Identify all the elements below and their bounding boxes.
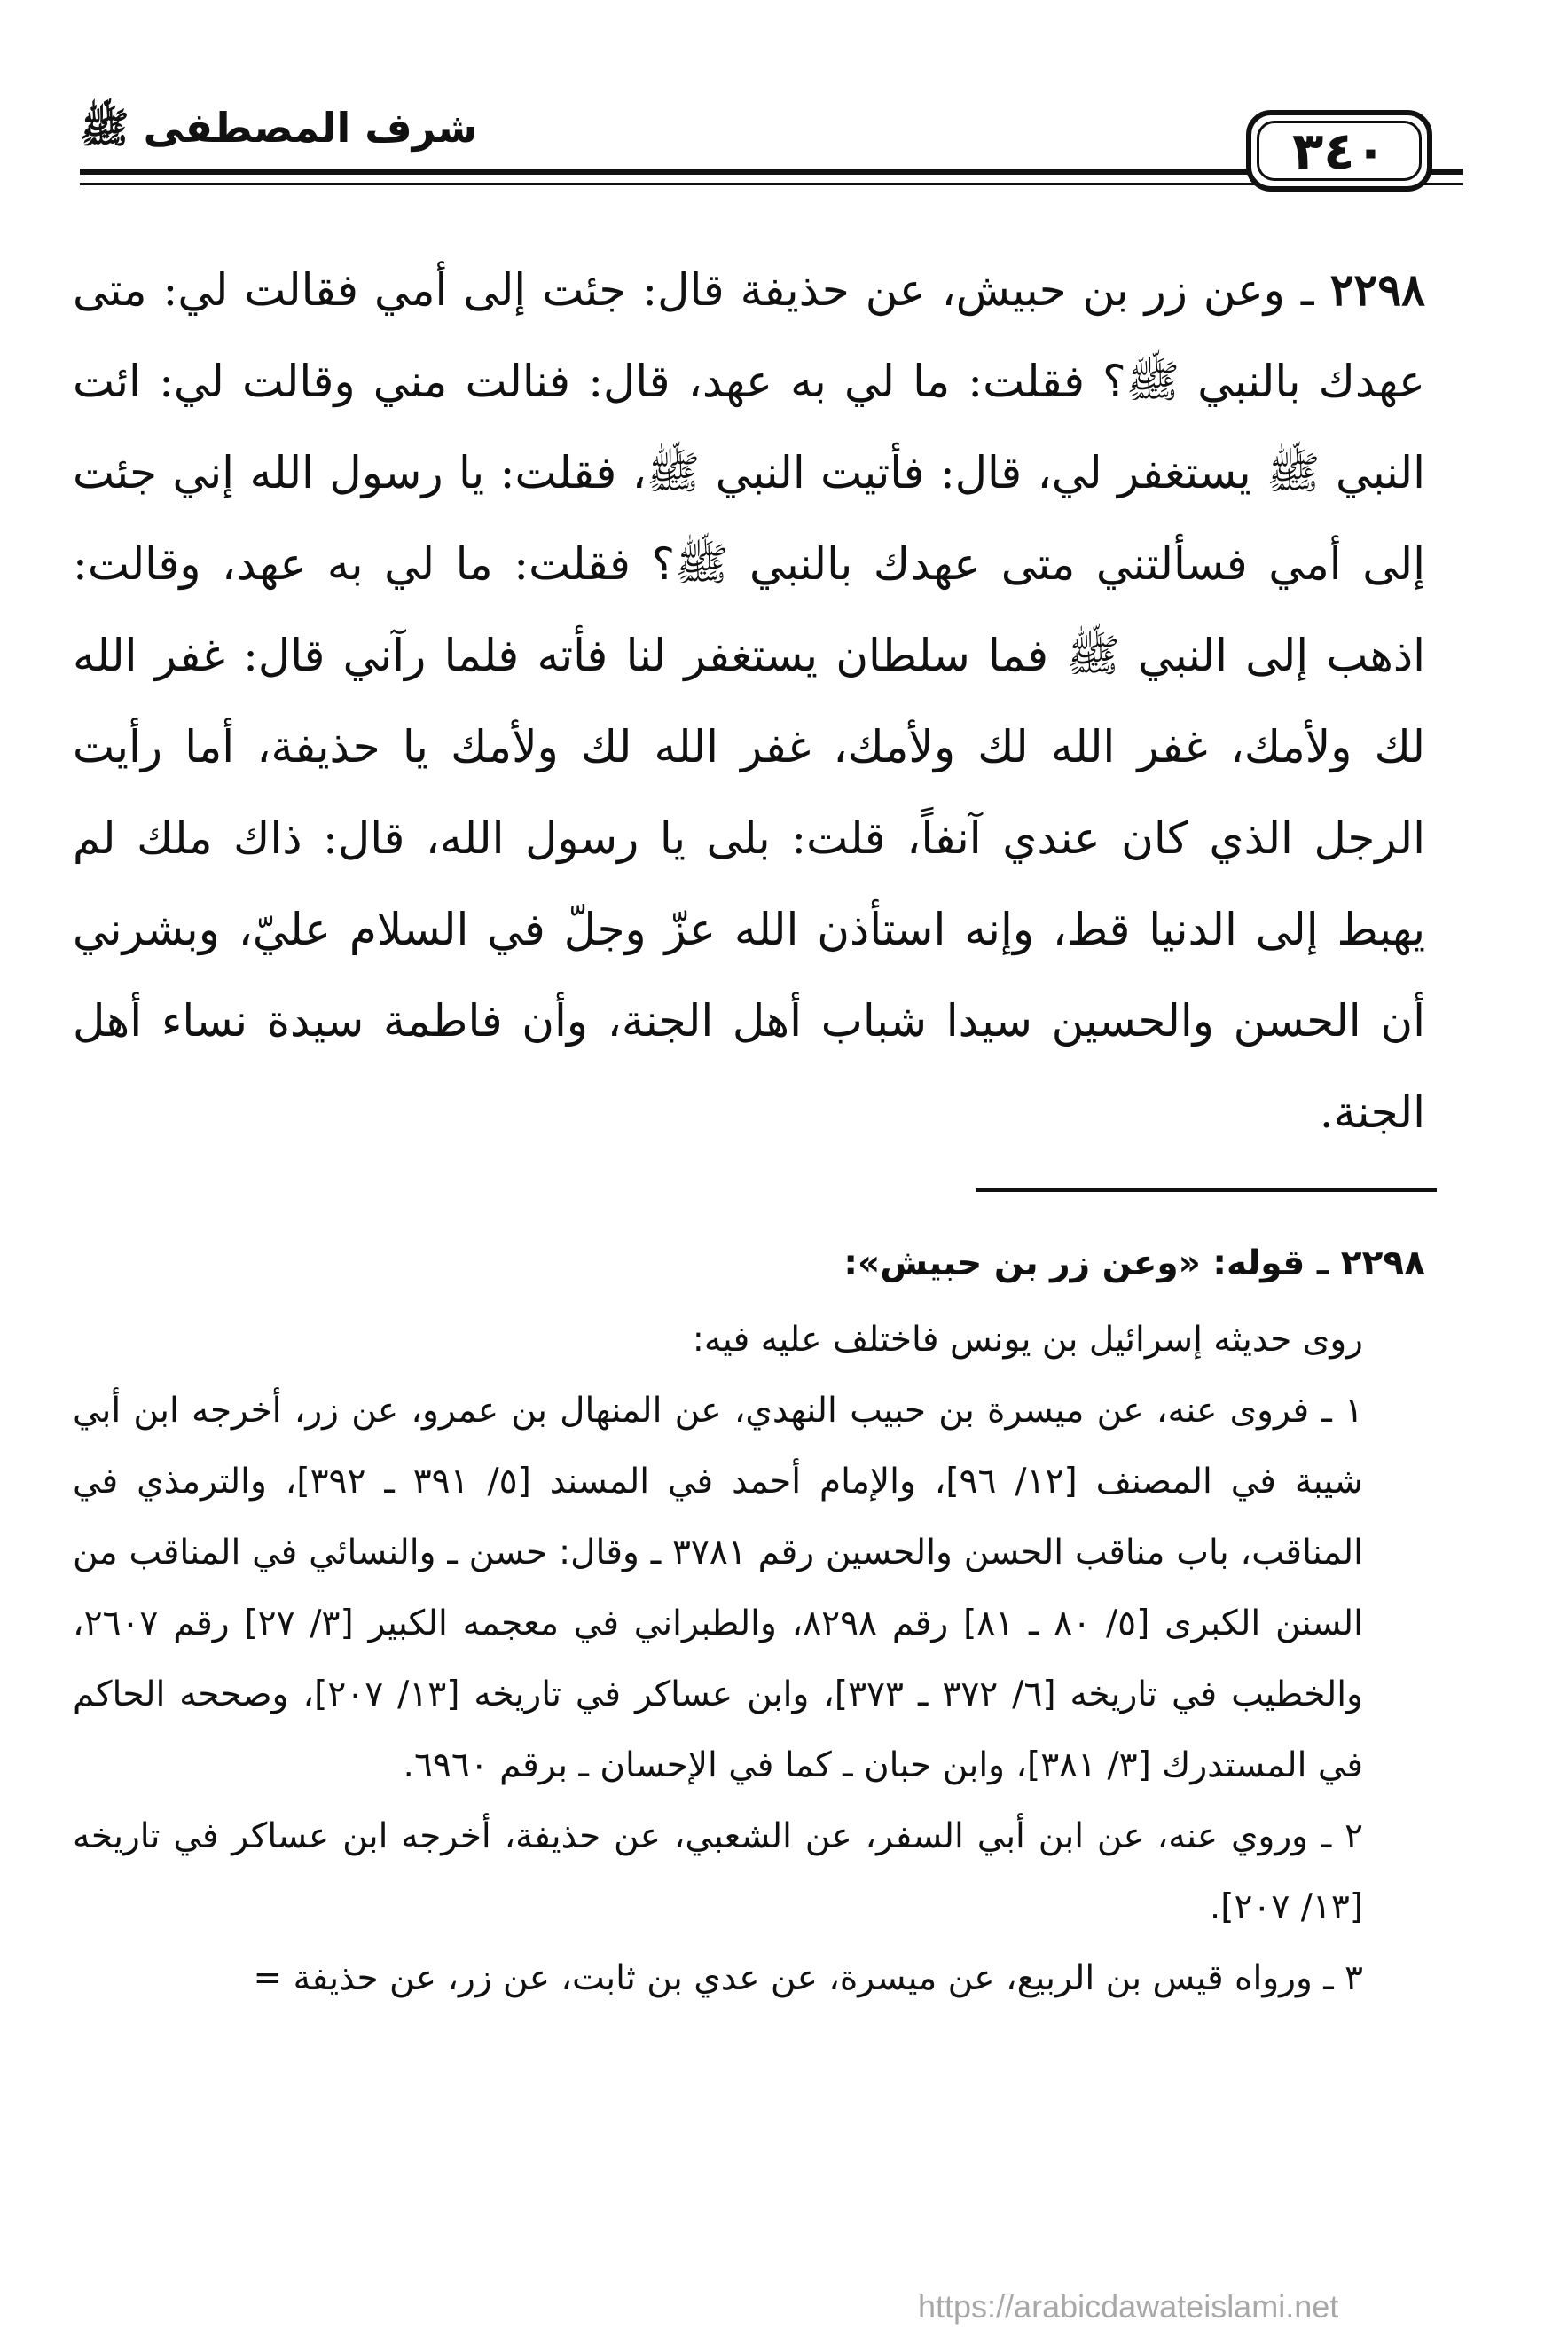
footnote-item-1: ١ ـ فروى عنه، عن ميسرة بن حبيب النهدي، عن المنهال بن عمرو، عن زر، أخرجه ابن أبي شيبة في المصنف [١٢/ ٩٦]، والإمام أحمد في المسند [٥/ ٣٩١ ـ ٣٩٢]، والترمذي في المناقب، باب مناقب الحسن والحسين رقم ٣٧٨١ ـ وقال: حسن ـ والنسائي في المناقب من السنن الكبرى [٥/ ٨٠ ـ ٨١] رقم ٨٢٩٨، والطبراني في معجمه الكبير [٣/ ٢٧] رقم ٢٦٠٧، والخطيب في تاريخه [٦/ ٣٧٢ ـ ٣٧٣]، وابن عساكر في تاريخه [١٣/ ٢٠٧]، وصححه الحاكم في المستدرك [٣/ ٣٨١]، وابن حبان ـ كما في الإحسان ـ برقم ٦٩٦٠. (73, 1391, 1363, 1785)
page-header (53, 98, 1463, 213)
footnotes (73, 1228, 1425, 2014)
footnote-item-3: ٣ ـ ورواه قيس بن الربيع، عن ميسرة، عن عدي بن ثابت، عن زر، عن حذيفة = (253, 1958, 1363, 1998)
page-number: ٣٤٠ (1291, 121, 1387, 181)
footnote-separator (976, 1188, 1437, 1192)
hadith-text: ـ وعن زر بن حبيش، عن حذيفة قال: جئت إلى أمي فقالت لي: متى عهدك بالنبي ﷺ؟ فقلت: ما لي به عهد، قال: فنالت مني وقالت لي: ائت النبي ﷺ يستغفر لي، قال: فأتيت النبي ﷺ، فقلت: يا رسول الله إني جئت إلى أمي فسألتني متى عهدك بالنبي ﷺ؟ فقلت: ما لي به عهد، وقالت: اذهب إلى النبي ﷺ فما سلطان يستغفر لنا فأته فلما رآني قال: غفر الله لك ولأمك، غفر الله لك ولأمك، غفر الله لك ولأمك يا حذيفة، أما رأيت الرجل الذي كان عندي آنفاً، قلت: بلى يا رسول الله، قال: ذاك ملك لم يهبط إلى الدنيا قط، وإنه استأذن الله عزّ وجلّ في السلام عليّ، وبشرني أن الحسن والحسين سيدا شباب أهل الجنة، وأن فاطمة سيدة نساء أهل الجنة. (73, 264, 1425, 1138)
footnote-heading: ٢٢٩٨ ـ قوله: «وعن زر بن حبيش»: (843, 1243, 1425, 1283)
book-title: شرف المصطفى ﷺ (80, 104, 478, 152)
footnote-item-2: ٢ ـ وروي عنه، عن ابن أبي السفر، عن الشعبي، عن حذيفة، أخرجه ابن عساكر في تاريخه [١٣/ ٢٠٧]. (73, 1816, 1363, 1927)
hadith-paragraph (73, 244, 1425, 1158)
watermark-url: https://arabicdawateislami.net (918, 2288, 1339, 2325)
main-text (73, 244, 1425, 1158)
footnote-intro: روى حديثه إسرائيل بن يونس فاختلف عليه فيه: (692, 1320, 1363, 1360)
page-number-frame (1246, 110, 1432, 192)
hadith-number: ٢٢٩٨ (1329, 263, 1425, 316)
